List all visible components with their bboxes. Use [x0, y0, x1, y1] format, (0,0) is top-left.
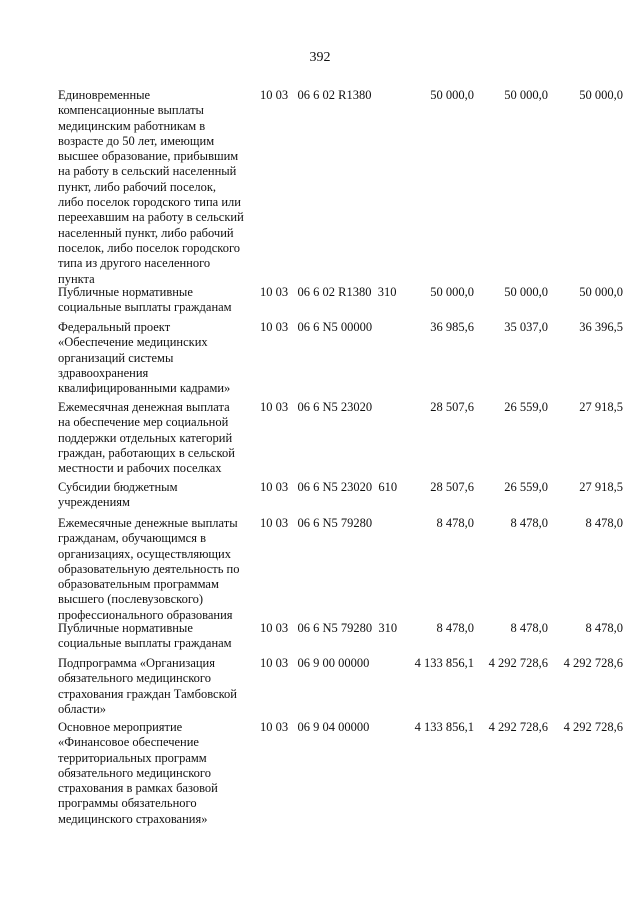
- row-value-2: 8 478,0: [510, 621, 548, 635]
- row-name-line: переехавшим на работу в сельский: [58, 210, 244, 225]
- row-name-line: здравоохранения: [58, 365, 149, 380]
- row-name-line: на обеспечение мер социальной: [58, 415, 229, 430]
- row-code: 10 03 06 6 02 R1380: [260, 88, 372, 102]
- row-value-1: 36 985,6: [430, 320, 474, 334]
- row-name-line: высшее образование, прибывшим: [58, 149, 239, 164]
- row-code: 10 03 06 9 00 00000: [260, 656, 370, 670]
- row-name-line: местности и рабочих поселках: [58, 461, 222, 476]
- row-value-3: 4 292 728,6: [563, 656, 623, 670]
- row-name: [58, 320, 258, 396]
- row-value-3: 27 918,5: [579, 480, 623, 494]
- row-name: [58, 656, 258, 717]
- row-value-3: 36 396,5: [579, 320, 623, 334]
- row-code: 10 03 06 6 N5 79280 310: [260, 621, 398, 635]
- row-name-line: Основное мероприятие: [58, 720, 183, 734]
- row-value-1: 28 507,6: [430, 400, 474, 414]
- row-name: [58, 516, 258, 623]
- row-name-line: организациях, осуществляющих: [58, 546, 231, 561]
- row-name-line: Ежемесячная денежная выплата: [58, 400, 230, 414]
- row-name-line: социальные выплаты гражданам: [58, 300, 232, 315]
- row-name-line: возрасте до 50 лет, имеющим: [58, 133, 215, 148]
- row-name-line: страхования в рамках базовой: [58, 781, 218, 796]
- row-code: 10 03 06 6 02 R1380 310: [260, 285, 397, 299]
- row-name-line: Ежемесячные денежные выплаты: [58, 516, 238, 530]
- row-name-line: страхования граждан Тамбовской: [58, 686, 237, 701]
- row-name-line: Субсидии бюджетным: [58, 480, 178, 494]
- row-name-line: медицинским работникам в: [58, 118, 206, 133]
- row-name: [58, 285, 258, 316]
- row-name-line: поселок, либо поселок городского: [58, 240, 241, 255]
- row-name-line: типа из другого населенного: [58, 256, 211, 271]
- row-value-1: 50 000,0: [430, 88, 474, 102]
- row-name-line: обязательного медицинского: [58, 671, 212, 686]
- row-name-line: населенный пункт, либо рабочий: [58, 225, 234, 240]
- row-name-line: образовательным программам: [58, 577, 219, 592]
- row-code: 10 03 06 6 N5 23020 610: [260, 480, 398, 494]
- row-name: [58, 480, 258, 511]
- row-value-2: 35 037,0: [504, 320, 548, 334]
- row-name-line: учреждениям: [58, 495, 130, 510]
- row-value-1: 50 000,0: [430, 285, 474, 299]
- row-value-2: 8 478,0: [510, 516, 548, 530]
- row-name-line: Подпрограмма «Организация: [58, 656, 215, 670]
- row-name-line: территориальных программ: [58, 750, 207, 765]
- row-name-line: либо поселок городского типа или: [58, 195, 241, 210]
- row-name: [58, 621, 258, 652]
- row-name-line: пункта: [58, 271, 95, 286]
- row-name-line: Федеральный проект: [58, 320, 171, 334]
- row-name-line: гражданам, обучающимся в: [58, 531, 206, 546]
- row-name-line: области»: [58, 701, 107, 716]
- row-value-3: 8 478,0: [585, 516, 623, 530]
- row-value-2: 4 292 728,6: [488, 656, 548, 670]
- row-name-line: высшего (послевузовского): [58, 592, 204, 607]
- row-name-line: квалифицированными кадрами»: [58, 381, 231, 396]
- row-name: [58, 720, 258, 827]
- row-name-line: пункт, либо рабочий поселок,: [58, 179, 217, 194]
- row-name-line: «Обеспечение медицинских: [58, 335, 208, 350]
- row-value-1: 28 507,6: [430, 480, 474, 494]
- row-name-line: компенсационные выплаты: [58, 103, 204, 118]
- row-name: [58, 88, 258, 287]
- row-value-1: 8 478,0: [436, 516, 474, 530]
- row-name-line: поддержки отдельных категорий: [58, 430, 233, 445]
- row-name-line: образовательную деятельность по: [58, 561, 240, 576]
- row-value-3: 27 918,5: [579, 400, 623, 414]
- row-value-3: 50 000,0: [579, 88, 623, 102]
- row-name-line: профессионального образования: [58, 607, 233, 622]
- page-number: 392: [309, 50, 331, 65]
- row-code: 10 03 06 6 N5 00000: [260, 320, 373, 334]
- row-name-line: граждан, работающих в сельской: [58, 445, 235, 460]
- row-value-3: 8 478,0: [585, 621, 623, 635]
- row-value-2: 26 559,0: [504, 480, 548, 494]
- row-value-2: 26 559,0: [504, 400, 548, 414]
- row-name-line: «Финансовое обеспечение: [58, 735, 199, 750]
- row-value-1: 4 133 856,1: [414, 720, 474, 734]
- row-value-3: 4 292 728,6: [563, 720, 623, 734]
- row-value-3: 50 000,0: [579, 285, 623, 299]
- row-name-line: Публичные нормативные: [58, 285, 193, 299]
- row-code: 10 03 06 6 N5 79280: [260, 516, 373, 530]
- row-name-line: социальные выплаты гражданам: [58, 636, 232, 651]
- row-code: 10 03 06 9 04 00000: [260, 720, 370, 734]
- row-value-1: 8 478,0: [436, 621, 474, 635]
- row-name-line: обязательного медицинского: [58, 765, 212, 780]
- row-value-2: 4 292 728,6: [488, 720, 548, 734]
- row-value-2: 50 000,0: [504, 285, 548, 299]
- row-name-line: Публичные нормативные: [58, 621, 193, 635]
- row-name-line: программы обязательного: [58, 796, 197, 811]
- row-value-2: 50 000,0: [504, 88, 548, 102]
- row-value-1: 4 133 856,1: [414, 656, 474, 670]
- row-name-line: на работу в сельский населенный: [58, 164, 237, 179]
- row-name-line: медицинского страхования»: [58, 811, 208, 826]
- row-name: [58, 400, 258, 476]
- row-name-line: Единовременные: [58, 88, 151, 102]
- row-code: 10 03 06 6 N5 23020: [260, 400, 373, 414]
- row-name-line: организаций системы: [58, 350, 174, 365]
